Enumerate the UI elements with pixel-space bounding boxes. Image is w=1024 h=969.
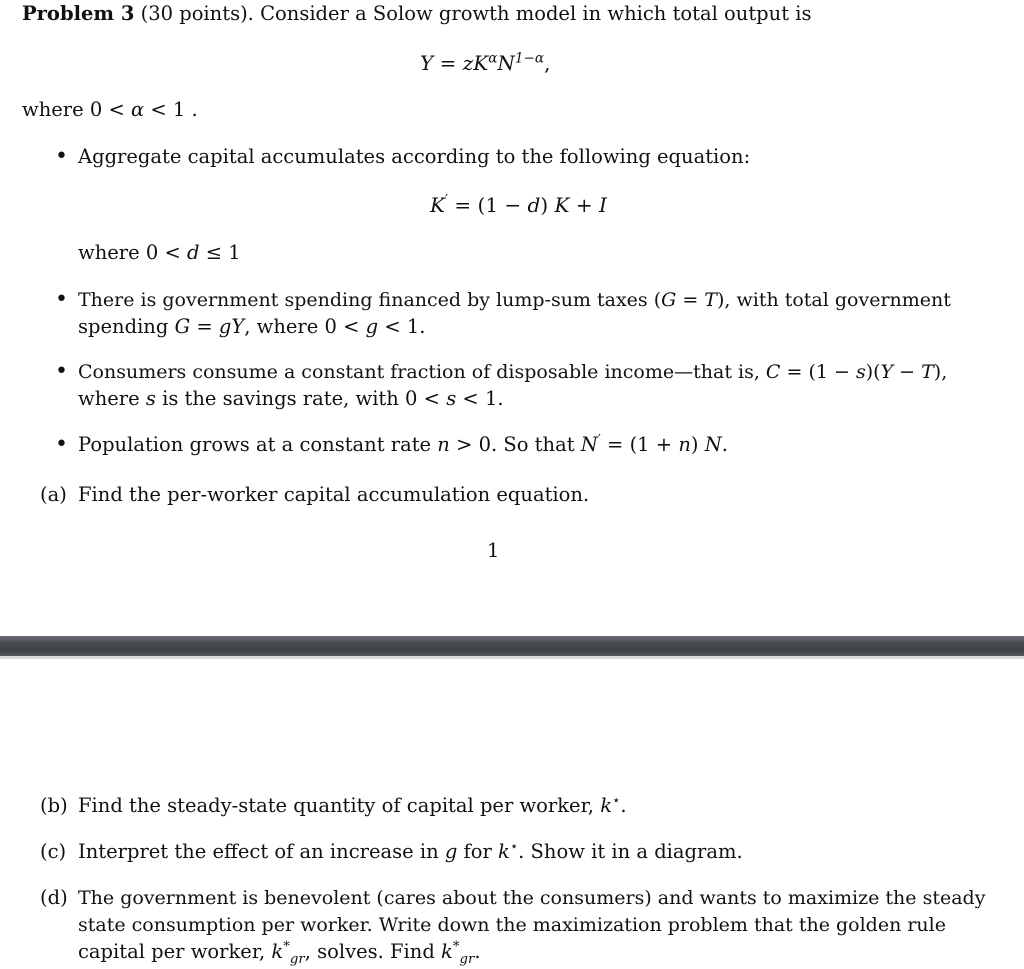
text-span: ),	[933, 361, 948, 383]
text-span: < 1.	[384, 315, 426, 338]
bullet-dot: •	[55, 432, 68, 457]
bullet-population	[78, 433, 728, 457]
part-d-line3	[78, 939, 481, 967]
where-d-var: d	[187, 241, 200, 264]
problem-header	[22, 2, 812, 26]
text-span: , where 0 <	[244, 315, 360, 338]
where-alpha-var: α	[131, 98, 145, 121]
math-k: k	[271, 940, 284, 963]
where-d	[78, 241, 241, 265]
bullet-dot: •	[55, 144, 68, 169]
where-alpha-text: where 0 <	[22, 98, 125, 121]
math-s: s	[145, 387, 156, 410]
page-number: 1	[487, 539, 500, 562]
math-g-cap: G	[174, 315, 191, 338]
part-d-line2: state consumption per worker. Write down the maximization problem that the golden rule	[78, 914, 946, 936]
math-n: n	[678, 433, 691, 456]
problem-title: Problem 3	[22, 2, 135, 25]
star-mark: ⋆	[509, 839, 519, 855]
eq-capital-paren: )	[540, 193, 549, 217]
math-k: k	[498, 840, 510, 863]
part-b-text	[78, 794, 627, 818]
text-span: for	[463, 840, 492, 863]
eq-capital-k: K	[554, 193, 570, 217]
math-n-cap: N	[580, 433, 598, 456]
star-mark: *	[452, 939, 460, 955]
text-span: )	[690, 433, 699, 456]
math-c: C	[765, 361, 781, 383]
text-span: .	[620, 794, 627, 817]
text-span: = (1 +	[600, 433, 673, 456]
text-span: spending	[78, 315, 169, 338]
text-span: , solves. Find	[304, 940, 435, 963]
text-span: =	[676, 289, 705, 311]
part-a-text: Find the per-worker capital accumulation equation.	[78, 483, 590, 506]
where-d-text: where 0 <	[78, 241, 181, 264]
text-span: where	[78, 387, 140, 410]
math-g: g	[444, 840, 458, 863]
problem-points: (30 points).	[140, 2, 254, 25]
eq-capital-d: d	[527, 193, 541, 217]
where-d-tail: ≤ 1	[205, 241, 241, 264]
star-mark: ⋆	[612, 793, 621, 809]
text-span: Consumers consume a constant fraction of disposable income—that is,	[78, 361, 760, 383]
text-span: = (1 −	[780, 361, 850, 383]
bullet-government-line1	[78, 288, 951, 312]
math-n-cap: N	[704, 433, 722, 456]
eq-output-comma: ,	[544, 51, 551, 75]
bullet-dot: •	[55, 359, 68, 384]
text-span: is the savings rate, with 0 <	[162, 387, 440, 410]
part-b-label: (b)	[40, 794, 68, 817]
star-mark: *	[283, 939, 290, 955]
text-span: =	[190, 315, 219, 338]
eq-capital-plus: +	[575, 193, 593, 217]
bullet-capital-accumulation: Aggregate capital accumulates according to the following equation:	[78, 145, 751, 168]
text-span: capital per worker,	[78, 940, 266, 963]
part-a-label: (a)	[40, 483, 67, 506]
eq-output-exponent: 1−α	[514, 50, 545, 67]
bullet-government-line2	[78, 315, 426, 339]
eq-capital-mid: = (1 −	[454, 193, 522, 217]
part-d-label: (d)	[40, 886, 68, 909]
math-gy: gY	[218, 315, 245, 338]
math-t: T	[704, 289, 717, 311]
eq-capital-i: I	[598, 193, 607, 217]
text-span: .	[474, 940, 481, 963]
part-d-line1: The government is benevolent (cares about the consumers) and wants to maximize the steady	[78, 887, 986, 909]
math-t: T	[921, 361, 934, 383]
text-span: )(	[865, 361, 881, 383]
eq-output-alpha: α	[488, 50, 498, 67]
text-span: .	[721, 433, 728, 456]
eq-output-equals: =	[439, 51, 457, 75]
subscript-gr: gr	[289, 951, 305, 967]
page-divider	[0, 636, 1024, 656]
text-span: ), with total government	[716, 289, 951, 311]
text-span: Population grows at a constant rate	[78, 433, 432, 456]
eq-capital-prime: ′	[444, 192, 449, 209]
bullet-consumers-line1	[78, 360, 947, 384]
problem-intro: Consider a Solow growth model in which total output is	[260, 2, 812, 25]
text-span: . Show it in a diagram.	[518, 840, 743, 863]
text-span: −	[893, 361, 922, 383]
eq-output-lhs: Y	[420, 51, 434, 75]
text-span: There is government spending financed by lump-sum taxes (	[78, 289, 662, 311]
subscript-gr: gr	[459, 951, 475, 967]
eq-capital-lhs: K	[430, 193, 445, 217]
equation-output	[420, 50, 550, 76]
part-c-label: (c)	[40, 840, 67, 863]
math-s: s	[855, 361, 866, 383]
text-span: > 0. So that	[456, 433, 575, 456]
equation-capital	[430, 192, 607, 218]
page-divider-shadow	[0, 656, 1024, 659]
where-alpha	[22, 98, 198, 122]
math-g-cap: G	[661, 289, 677, 311]
text-span: Find the steady-state quantity of capital per worker,	[78, 794, 594, 817]
eq-output-n: N	[497, 51, 515, 75]
math-k: k	[441, 940, 453, 963]
math-s: s	[446, 387, 457, 410]
eq-output-k: K	[473, 51, 489, 75]
text-span: < 1.	[462, 387, 504, 410]
bullet-consumers-line2	[78, 387, 504, 411]
math-y: Y	[880, 361, 894, 383]
eq-output-z: z	[462, 51, 474, 75]
math-g: g	[365, 315, 379, 338]
math-n: n	[437, 433, 450, 456]
bullet-dot: •	[55, 287, 68, 312]
where-alpha-tail: < 1 .	[150, 98, 198, 121]
prime-mark: ′	[597, 432, 601, 448]
math-k: k	[600, 794, 613, 817]
part-c-text	[78, 840, 743, 864]
text-span: Interpret the effect of an increase in	[78, 840, 439, 863]
